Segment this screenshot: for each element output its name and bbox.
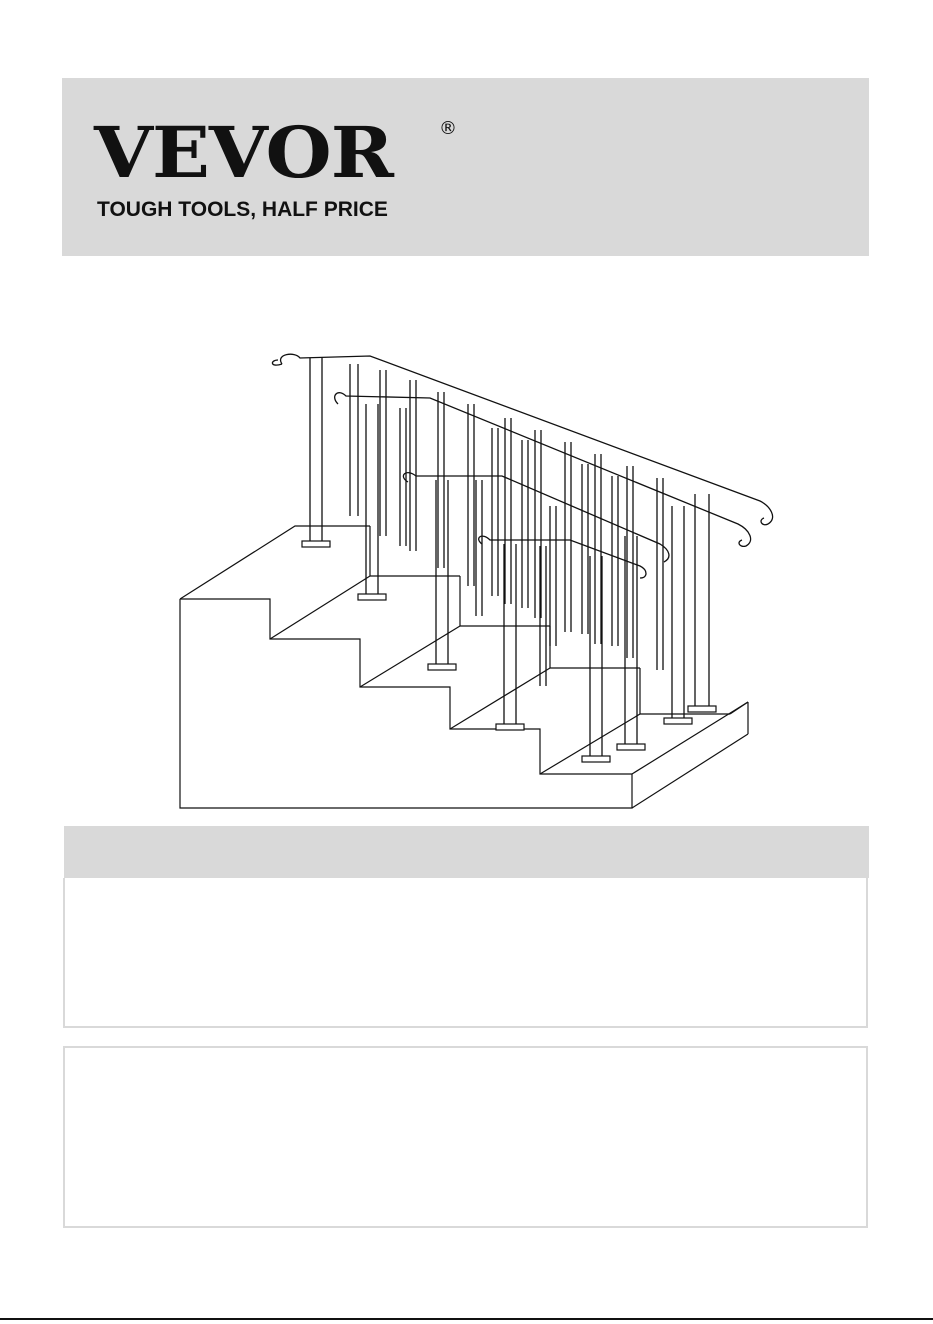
base-plates <box>302 541 716 762</box>
info-box <box>63 878 868 1028</box>
brand-logo <box>94 111 457 228</box>
note-box <box>63 1046 868 1228</box>
brand-tagline: TOUGH TOOLS, HALF PRICE <box>97 198 388 221</box>
registered-mark: ® <box>439 118 457 139</box>
stair-handrail-illustration <box>170 346 790 816</box>
brand-name: VEVOR <box>94 111 393 194</box>
title-band <box>64 826 869 878</box>
header-band <box>62 78 869 256</box>
handrails <box>272 354 772 756</box>
footer-rule <box>0 1318 933 1320</box>
